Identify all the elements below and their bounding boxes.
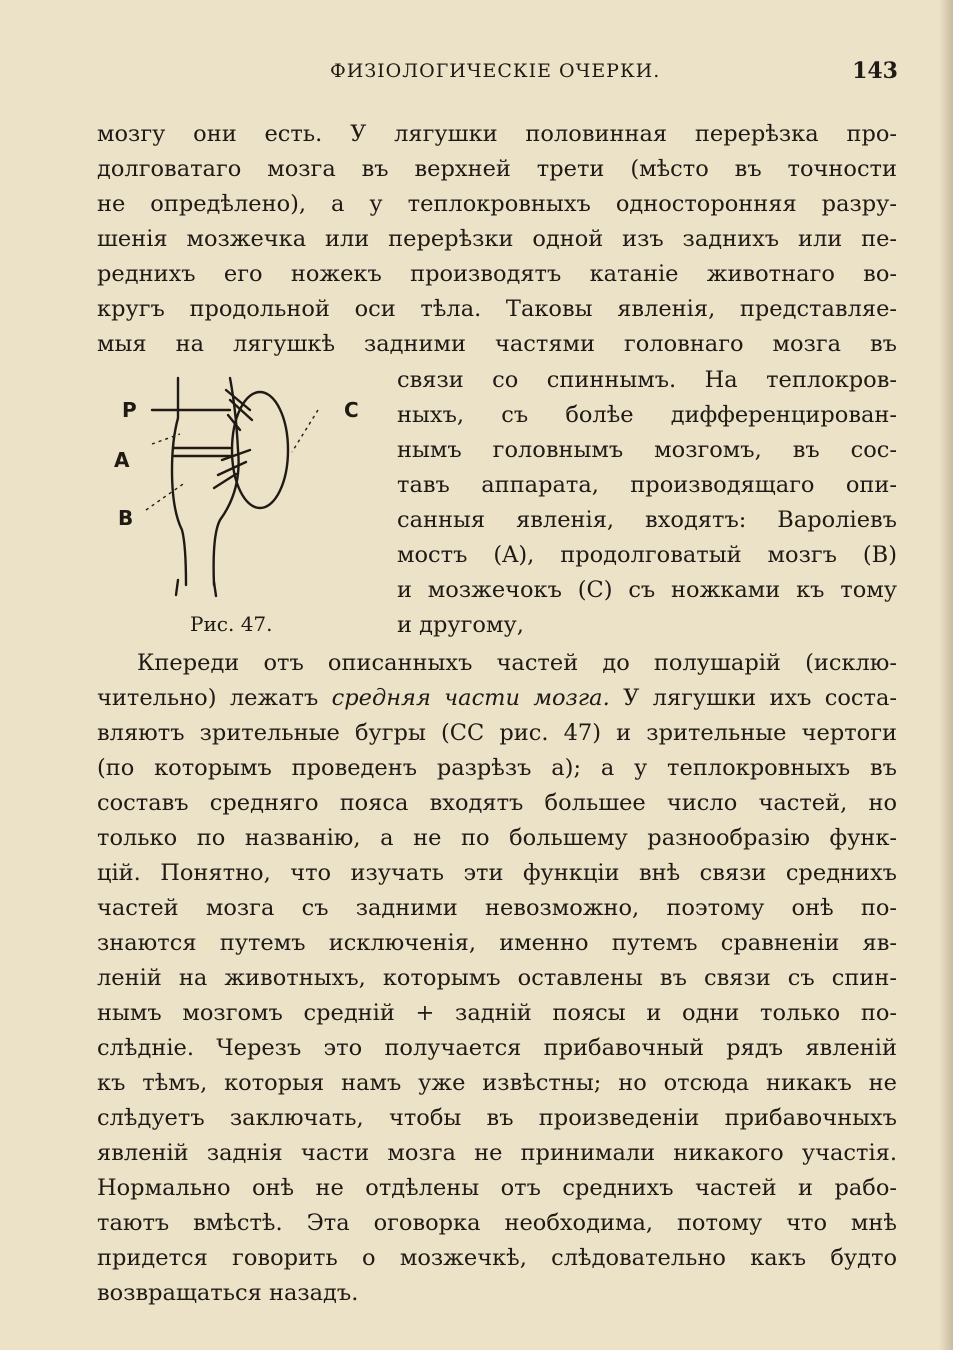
page-edge-shadow	[939, 0, 953, 1350]
text-line: знаются путемъ исключенія, именно путемъ сравненіи яв-	[97, 930, 897, 956]
text-segment: У лягушки ихъ соста-	[623, 685, 897, 711]
text-line: частей мозга съ задними невозможно, поэтому онѣ по-	[97, 895, 897, 921]
text-line: вляютъ зрительные бугры (CC рис. 47) и зрительные чертоги	[97, 720, 897, 746]
text-line: леній на животныхъ, которымъ оставлены въ связи съ спин-	[97, 965, 897, 991]
figure-caption: Рис. 47.	[190, 612, 273, 636]
text-line: явленій заднія части мозга не принимали никакого участія.	[97, 1140, 897, 1166]
figure-label-a: A	[114, 448, 130, 472]
figure-47	[110, 370, 380, 620]
text-line: тавъ аппарата, производящаго опи-	[397, 472, 897, 498]
text-line: санныя явленія, входятъ: Вароліевъ	[397, 507, 897, 533]
text-line: слѣдніе. Черезъ это получается прибавочный рядъ явленій	[97, 1035, 897, 1061]
text-line: возвращаться назадъ.	[97, 1280, 359, 1306]
running-head	[0, 60, 953, 90]
text-line: къ тѣмъ, которыя намъ уже извѣстны; но отсюда никакъ не	[97, 1070, 897, 1096]
text-line: составъ средняго пояса входятъ большее число частей, но	[97, 790, 897, 816]
page-number: 143	[852, 58, 898, 84]
text-line: шенія мозжечка или перерѣзки одной изъ заднихъ или пе-	[97, 226, 897, 252]
figure-label-p: P	[122, 398, 137, 422]
text-line: реднихъ его ножекъ производятъ катаніе животнаго во-	[97, 261, 897, 287]
text-line-with-term	[97, 681, 897, 715]
text-line: не опредѣлено), а у теплокровныхъ односторонняя разру-	[97, 191, 897, 217]
figure-label-c: C	[344, 398, 359, 422]
running-title: ФИЗІОЛОГИЧЕСКІЕ ОЧЕРКИ.	[330, 60, 661, 82]
text-line: нымъ мозгомъ средній + задній поясы и одни только по-	[97, 1000, 897, 1026]
text-line: и мозжечокъ (C) съ ножками къ тому	[397, 577, 897, 603]
text-line: и другому,	[397, 612, 524, 638]
text-line: (по которымъ проведенъ разрѣзъ a); а у теплокровныхъ въ	[97, 755, 897, 781]
text-line: долговатаго мозга въ верхней трети (мѣсто въ точности	[97, 156, 897, 182]
text-line: Кпереди отъ описанныхъ частей до полушарій (исклю-	[137, 650, 897, 676]
text-line: мыя на лягушкѣ задними частями головнаго мозга въ	[97, 331, 897, 357]
text-segment: чительно) лежатъ	[97, 685, 319, 711]
text-line: связи со спиннымъ. На теплокров-	[397, 367, 897, 393]
text-line: придется говорить о мозжечкѣ, слѣдовательно какъ будто	[97, 1245, 897, 1271]
italic-term: средняя части мозга.	[331, 685, 610, 711]
text-line: Нормально онѣ не отдѣлены отъ среднихъ частей и рабо-	[97, 1175, 897, 1201]
text-line: нымъ головнымъ мозгомъ, въ сос-	[397, 437, 897, 463]
text-line: кругъ продольной оси тѣла. Таковы явленія, представляе-	[97, 296, 897, 322]
text-line: слѣдуетъ заключать, чтобы въ произведеніи прибавочныхъ	[97, 1105, 897, 1131]
brain-diagram	[110, 370, 380, 610]
text-line: ныхъ, съ болѣе дифференцирован-	[397, 402, 897, 428]
figure-label-b: B	[118, 506, 134, 530]
text-line: цій. Понятно, что изучать эти функціи внѣ связи среднихъ	[97, 860, 897, 886]
text-line: таютъ вмѣстѣ. Эта оговорка необходима, потому что мнѣ	[97, 1210, 897, 1236]
text-line: только по названію, а не по большему разнообразію функ-	[97, 825, 897, 851]
text-line: мозгу они есть. У лягушки половинная перерѣзка про-	[97, 121, 897, 147]
text-line: мостъ (A), продолговатый мозгъ (B)	[397, 542, 897, 568]
